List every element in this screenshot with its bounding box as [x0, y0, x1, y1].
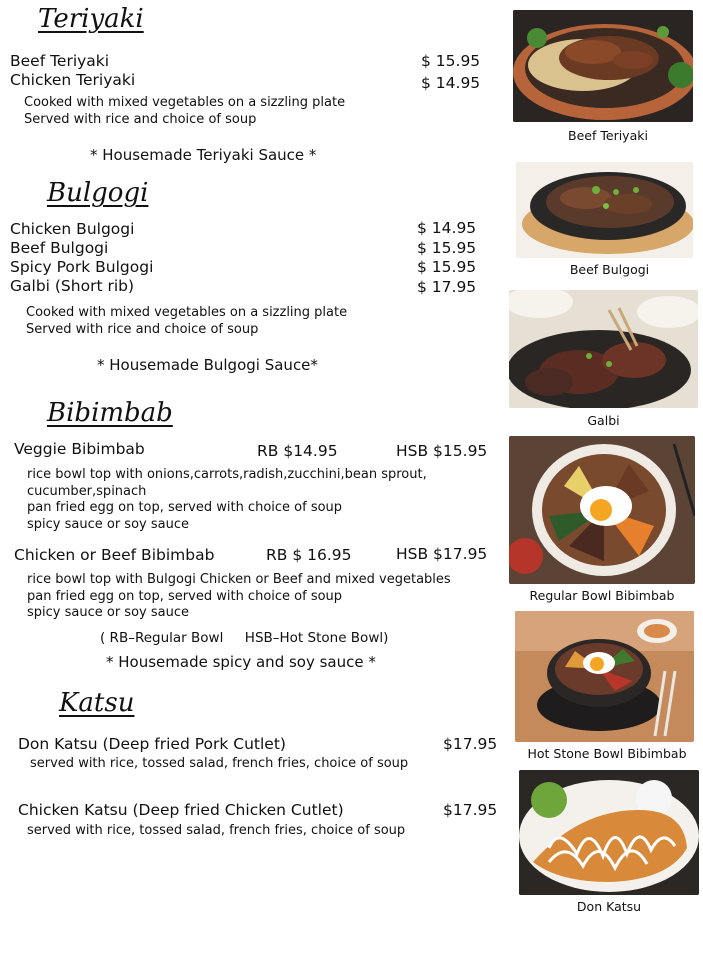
section-description: Cooked with mixed vegetables on a sizzling plate Served with rice and choice of soup	[26, 305, 348, 337]
menu-item-price: $ 14.95	[421, 74, 481, 92]
item-description: served with rice, tossed salad, french fries, choice of soup	[27, 823, 406, 838]
item-description: served with rice, tossed salad, french fries, choice of soup	[30, 756, 409, 771]
section-title-teriyaki: Teriyaki	[38, 4, 144, 34]
hot-stone-bowl-price: HSB $17.95	[396, 545, 488, 563]
item-description: rice bowl top with onions,carrots,radish,zucchini,bean sprout, cucumber,spinach pan fried egg on top, served with choice of soup spicy sauce or soy sauce	[27, 467, 427, 532]
photo-caption: Galbi	[587, 413, 620, 428]
menu-item-name: Chicken or Beef Bibimbab	[14, 546, 215, 564]
beef-bulgogi-photo	[516, 162, 693, 258]
photo-caption: Beef Teriyaki	[568, 128, 648, 143]
menu-item-price: $ 17.95	[417, 278, 477, 296]
section-title-bulgogi: Bulgogi	[47, 178, 149, 208]
hot-stone-bowl-price: HSB $15.95	[396, 442, 488, 460]
menu-item-name: Chicken Katsu (Deep fried Chicken Cutlet)	[18, 801, 344, 819]
menu-item-name: Chicken Teriyaki	[10, 71, 136, 89]
bowl-legend: ( RB–Regular Bowl HSB–Hot Stone Bowl)	[100, 630, 389, 646]
menu-item-price: $ 14.95	[417, 219, 477, 237]
regular-bowl-bibimbab-photo	[509, 436, 695, 584]
menu-item-price: $17.95	[443, 801, 498, 819]
menu-item-name: Beef Bulgogi	[10, 239, 109, 257]
menu-item-price: $ 15.95	[421, 52, 481, 70]
section-description: Cooked with mixed vegetables on a sizzling plate Served with rice and choice of soup	[24, 95, 346, 127]
menu-item-price: $ 15.95	[417, 258, 477, 276]
menu-item-name: Galbi (Short rib)	[10, 277, 135, 295]
photo-caption: Beef Bulgogi	[569, 262, 650, 277]
regular-bowl-price: RB $ 16.95	[266, 546, 352, 564]
menu-item-price: $ 15.95	[417, 239, 477, 257]
photo-caption: Regular Bowl Bibimbab	[529, 588, 675, 603]
item-description: rice bowl top with Bulgogi Chicken or Beef and mixed vegetables pan fried egg on top, served with choice of soup spicy sauce or soy sauce	[27, 572, 451, 620]
section-title-bibimbab: Bibimbab	[47, 398, 173, 428]
section-title-katsu: Katsu	[59, 688, 135, 718]
menu-item-name: Beef Teriyaki	[10, 52, 110, 70]
sauce-note: * Housemade Bulgogi Sauce*	[97, 356, 318, 374]
menu-item-name: Spicy Pork Bulgogi	[10, 258, 154, 276]
beef-teriyaki-photo	[513, 10, 693, 122]
regular-bowl-price: RB $14.95	[257, 442, 338, 460]
sauce-note: * Housemade spicy and soy sauce *	[106, 653, 376, 671]
photo-caption: Hot Stone Bowl Bibimbab	[527, 746, 687, 761]
photo-caption: Don Katsu	[576, 899, 642, 914]
galbi-photo	[509, 290, 698, 408]
menu-item-name: Veggie Bibimbab	[14, 440, 145, 458]
don-katsu-photo	[519, 770, 699, 895]
menu-item-name: Don Katsu (Deep fried Pork Cutlet)	[18, 735, 286, 753]
menu-item-name: Chicken Bulgogi	[10, 220, 135, 238]
menu-item-price: $17.95	[443, 735, 498, 753]
sauce-note: * Housemade Teriyaki Sauce *	[90, 146, 317, 164]
hot-stone-bowl-bibimbab-photo	[515, 611, 694, 742]
